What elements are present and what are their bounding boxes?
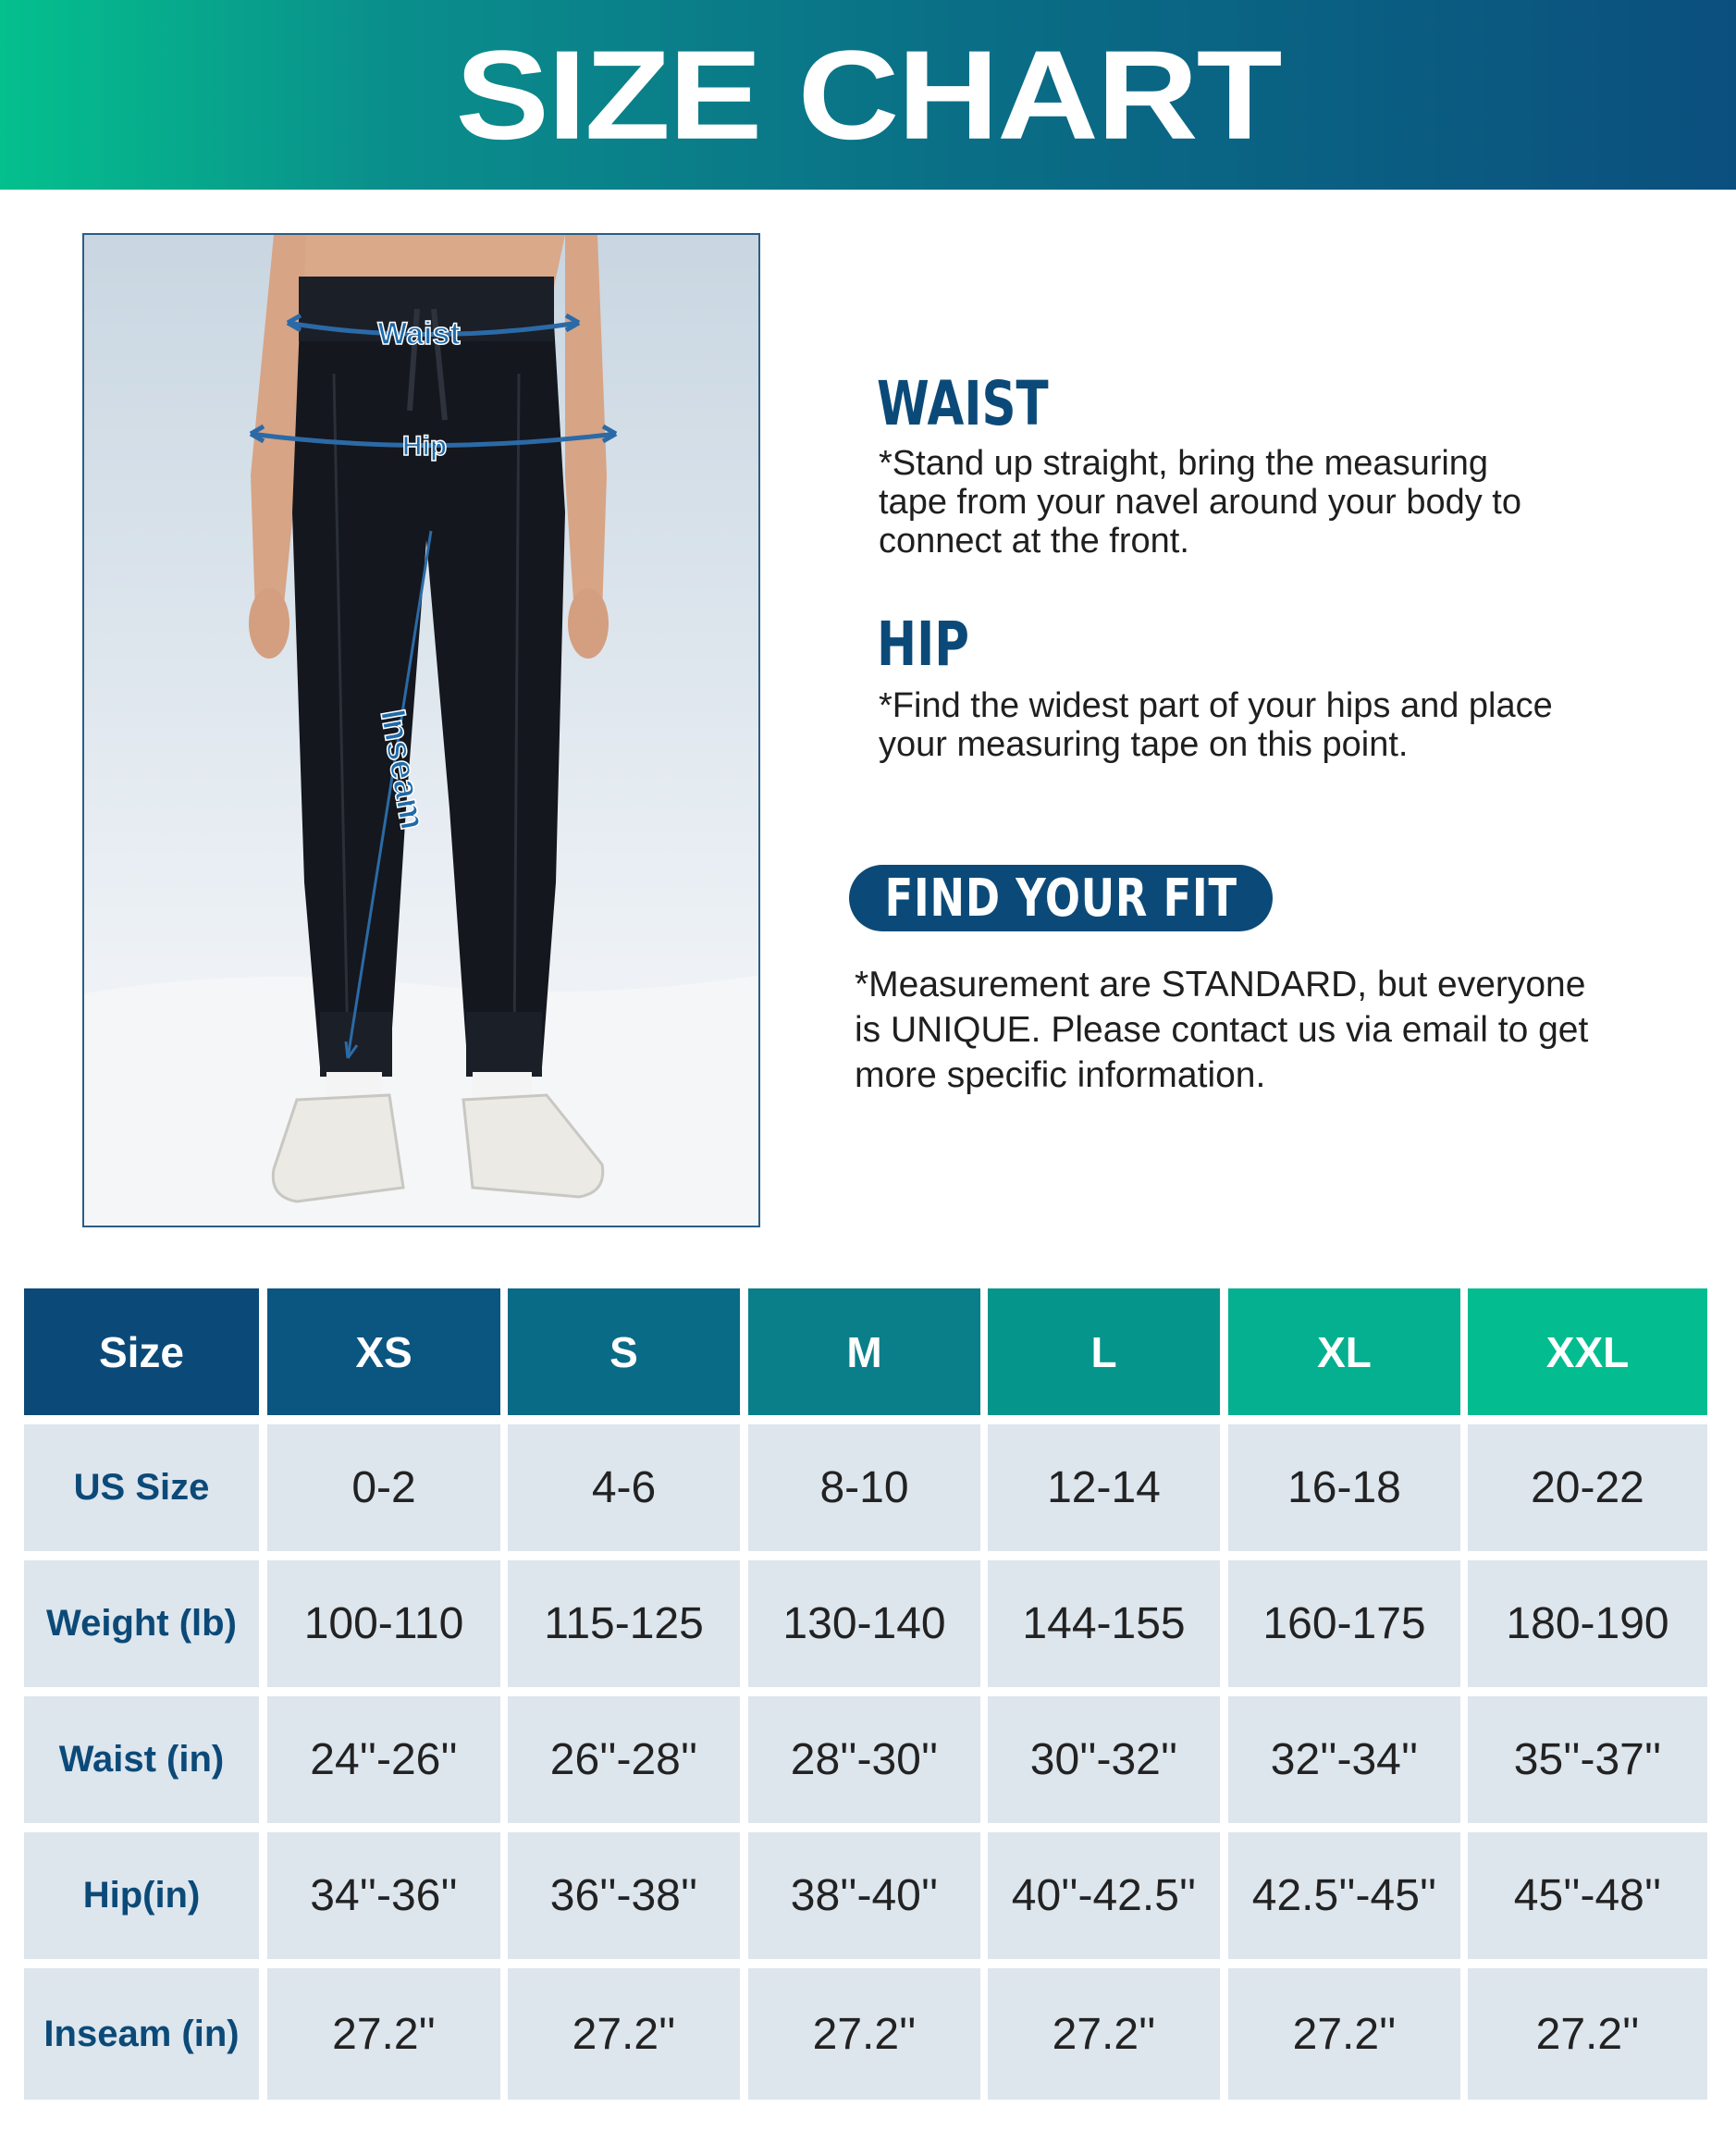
table-header-xl: XL (1228, 1288, 1460, 1415)
header-banner (0, 0, 1736, 190)
table-cell: 100-110 (267, 1560, 500, 1687)
table-cell: 180-190 (1468, 1560, 1707, 1687)
waist-label: Waist (377, 316, 461, 351)
table-cell: 34''-36'' (267, 1832, 500, 1959)
table-header-xxl: XXL (1468, 1288, 1707, 1415)
hip-line-2: your measuring tape on this point. (879, 725, 1409, 764)
hip-instructions (879, 686, 1656, 764)
waist-line-3: connect at the front. (879, 522, 1189, 561)
table-cell: 130-140 (748, 1560, 980, 1687)
model-illustration (84, 235, 760, 1227)
waist-heading: WAIST (877, 368, 1049, 439)
inseam-label: Inseam (372, 706, 432, 833)
table-cell: 160-175 (1228, 1560, 1460, 1687)
hip-label: Hip (401, 431, 448, 462)
table-header-l: L (988, 1288, 1220, 1415)
find-your-fit-badge (849, 865, 1273, 931)
table-cell: 27.2'' (267, 1968, 500, 2100)
table-header-size: Size (24, 1288, 259, 1415)
table-row-label: US Size (24, 1424, 259, 1551)
table-cell: 26''-28'' (508, 1696, 740, 1823)
product-photo (82, 233, 760, 1227)
table-cell: 36''-38'' (508, 1832, 740, 1959)
table-cell: 45''-48'' (1468, 1832, 1707, 1959)
page-title: SIZE CHART (455, 24, 1281, 166)
table-cell: 20-22 (1468, 1424, 1707, 1551)
table-header-xs: XS (267, 1288, 500, 1415)
table-cell: 144-155 (988, 1560, 1220, 1687)
table-cell: 27.2'' (988, 1968, 1220, 2100)
table-cell: 27.2'' (508, 1968, 740, 2100)
table-row-label: Inseam (in) (24, 1968, 259, 2100)
table-cell: 12-14 (988, 1424, 1220, 1551)
find-your-fit-label: FIND YOUR FIT (884, 868, 1237, 929)
table-cell: 35''-37'' (1468, 1696, 1707, 1823)
table-cell: 28''-30'' (748, 1696, 980, 1823)
size-table (24, 1288, 1707, 2100)
table-cell: 27.2'' (1228, 1968, 1460, 2100)
hip-heading: HIP (877, 609, 969, 680)
fit-line-2: is UNIQUE. Please contact us via email to get (855, 1010, 1589, 1050)
table-cell: 115-125 (508, 1560, 740, 1687)
table-cell: 24''-26'' (267, 1696, 500, 1823)
table-cell: 30''-32'' (988, 1696, 1220, 1823)
table-cell: 27.2'' (748, 1968, 980, 2100)
table-cell: 16-18 (1228, 1424, 1460, 1551)
waist-line-1: *Stand up straight, bring the measuring (879, 444, 1489, 483)
fit-note (855, 962, 1687, 1098)
table-cell: 38''-40'' (748, 1832, 980, 1959)
table-row-label: Weight (lb) (24, 1560, 259, 1687)
table-header-s: S (508, 1288, 740, 1415)
table-cell: 27.2'' (1468, 1968, 1707, 2100)
fit-line-3: more specific information. (855, 1055, 1266, 1095)
table-cell: 8-10 (748, 1424, 980, 1551)
waist-line-2: tape from your navel around your body to (879, 483, 1521, 522)
table-header-m: M (748, 1288, 980, 1415)
table-cell: 0-2 (267, 1424, 500, 1551)
table-row-label: Hip(in) (24, 1832, 259, 1959)
waist-instructions (879, 444, 1656, 561)
table-cell: 42.5''-45'' (1228, 1832, 1460, 1959)
table-row-label: Waist (in) (24, 1696, 259, 1823)
hip-line-1: *Find the widest part of your hips and place (879, 686, 1553, 725)
table-cell: 32''-34'' (1228, 1696, 1460, 1823)
table-cell: 40''-42.5'' (988, 1832, 1220, 1959)
table-cell: 4-6 (508, 1424, 740, 1551)
fit-line-1: *Measurement are STANDARD, but everyone (855, 965, 1586, 1004)
